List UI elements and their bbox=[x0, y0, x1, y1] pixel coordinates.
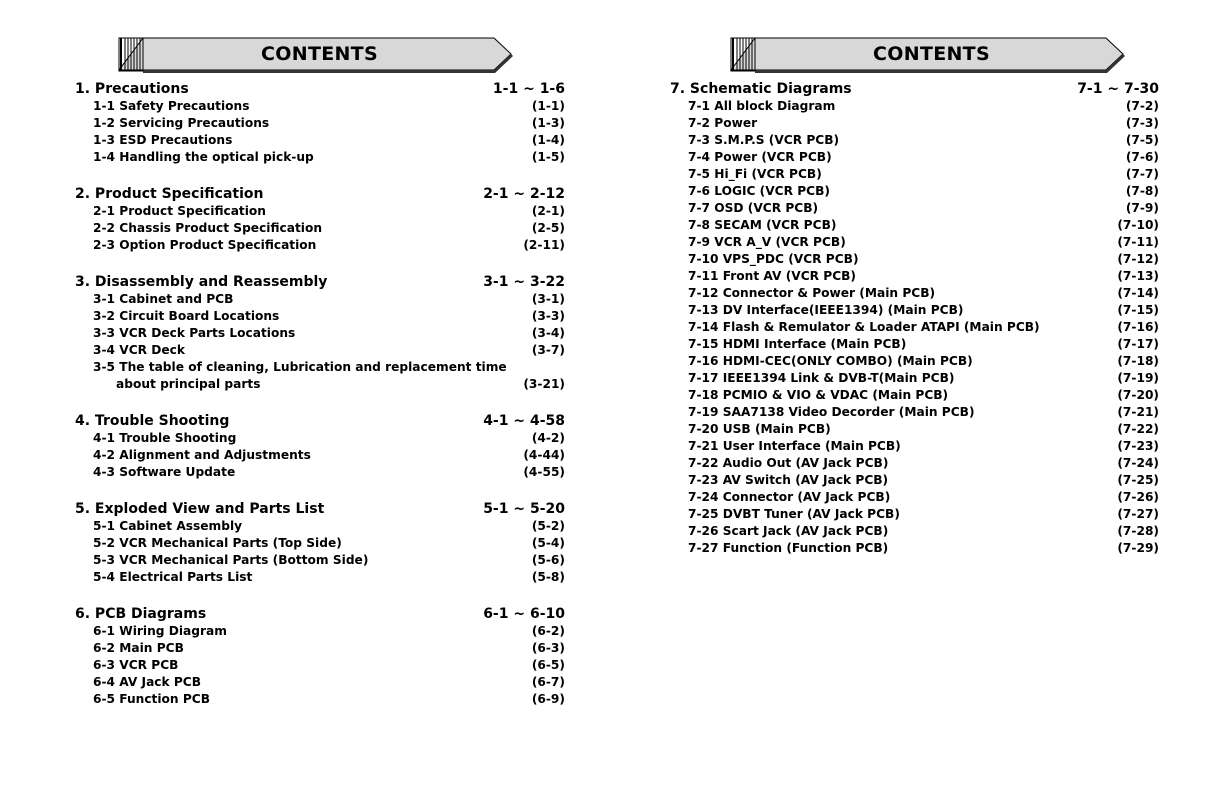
contents-banner bbox=[729, 36, 1126, 74]
entry-page: (7-18) bbox=[1117, 354, 1159, 368]
toc-entry bbox=[75, 447, 565, 464]
entry-page: (7-29) bbox=[1117, 541, 1159, 555]
entry-label: 7-26 Scart Jack (AV Jack PCB) bbox=[688, 524, 889, 538]
toc-entry bbox=[75, 691, 565, 708]
toc-entry bbox=[670, 455, 1159, 472]
toc-entry bbox=[670, 149, 1159, 166]
entry-page: (1-4) bbox=[531, 133, 565, 147]
entry-label: 7-6 LOGIC (VCR PCB) bbox=[688, 184, 830, 198]
toc-entry bbox=[670, 438, 1159, 455]
entry-label: 7-10 VPS_PDC (VCR PCB) bbox=[688, 252, 859, 266]
entry-label: 2-2 Chassis Product Specification bbox=[93, 221, 323, 235]
toc-entry bbox=[670, 285, 1159, 302]
entry-page: (6-9) bbox=[531, 692, 565, 706]
entry-page: (4-55) bbox=[523, 465, 565, 479]
entry-page: (7-7) bbox=[1125, 167, 1159, 181]
entry-page: (7-26) bbox=[1117, 490, 1159, 504]
section-title: 6. PCB Diagrams bbox=[75, 606, 207, 622]
toc-entry bbox=[670, 472, 1159, 489]
entry-label: 1-4 Handling the optical pick-up bbox=[93, 150, 314, 164]
entry-page: (6-5) bbox=[531, 658, 565, 672]
toc-entry bbox=[670, 319, 1159, 336]
toc-entry bbox=[670, 336, 1159, 353]
section-page-range: 5-1 ~ 5-20 bbox=[483, 501, 565, 517]
entry-label: 7-20 USB (Main PCB) bbox=[688, 422, 831, 436]
entry-page: (4-44) bbox=[523, 448, 565, 462]
toc-section bbox=[670, 80, 1159, 557]
entry-page: (7-23) bbox=[1117, 439, 1159, 453]
toc-entry bbox=[670, 251, 1159, 268]
entry-label: 3-5 The table of cleaning, Lubrication and replacement time bbox=[93, 360, 507, 374]
toc-entry bbox=[670, 183, 1159, 200]
entry-page: (5-8) bbox=[531, 570, 565, 584]
entry-label: 7-24 Connector (AV Jack PCB) bbox=[688, 490, 891, 504]
toc-entry bbox=[75, 518, 565, 535]
entry-page: (7-22) bbox=[1117, 422, 1159, 436]
entry-label: 3-3 VCR Deck Parts Locations bbox=[93, 326, 296, 340]
entry-page: (5-2) bbox=[531, 519, 565, 533]
entry-label: 7-1 All block Diagram bbox=[688, 99, 836, 113]
entry-label: 7-16 HDMI-CEC(ONLY COMBO) (Main PCB) bbox=[688, 354, 973, 368]
entry-label: 7-8 SECAM (VCR PCB) bbox=[688, 218, 837, 232]
toc-entry bbox=[670, 268, 1159, 285]
entry-page: (7-5) bbox=[1125, 133, 1159, 147]
toc-entry bbox=[75, 464, 565, 481]
entry-label: 6-4 AV Jack PCB bbox=[93, 675, 202, 689]
entry-page: (7-16) bbox=[1117, 320, 1159, 334]
entry-label: 6-3 VCR PCB bbox=[93, 658, 179, 672]
toc-entry bbox=[75, 657, 565, 674]
section-page-range: 3-1 ~ 3-22 bbox=[483, 274, 565, 290]
section-title: 5. Exploded View and Parts List bbox=[75, 501, 325, 517]
entry-label: 6-5 Function PCB bbox=[93, 692, 211, 706]
entry-page: (7-27) bbox=[1117, 507, 1159, 521]
entry-page: (5-4) bbox=[531, 536, 565, 550]
entry-page: (7-24) bbox=[1117, 456, 1159, 470]
entry-label: 7-4 Power (VCR PCB) bbox=[688, 150, 832, 164]
entry-page: (3-21) bbox=[523, 377, 565, 391]
entry-label: 3-4 VCR Deck bbox=[93, 343, 185, 357]
section-heading bbox=[75, 605, 565, 623]
entry-page: (7-11) bbox=[1117, 235, 1159, 249]
entry-label: 1-1 Safety Precautions bbox=[93, 99, 250, 113]
entry-label: 7-2 Power bbox=[688, 116, 758, 130]
entry-page: (7-14) bbox=[1117, 286, 1159, 300]
toc-entry bbox=[670, 98, 1159, 115]
toc-entry bbox=[75, 237, 565, 254]
entry-page: (3-1) bbox=[531, 292, 565, 306]
toc-entry bbox=[75, 535, 565, 552]
contents-banner bbox=[117, 36, 514, 74]
entry-label: 6-1 Wiring Diagram bbox=[93, 624, 227, 638]
entry-page: (2-11) bbox=[523, 238, 565, 252]
entry-page: (3-4) bbox=[531, 326, 565, 340]
entry-page: (7-21) bbox=[1117, 405, 1159, 419]
toc-entry bbox=[670, 387, 1159, 404]
toc-section bbox=[75, 80, 565, 166]
entry-label: 5-4 Electrical Parts List bbox=[93, 570, 253, 584]
section-heading bbox=[670, 80, 1159, 98]
toc-entry bbox=[75, 552, 565, 569]
entry-page: (3-3) bbox=[531, 309, 565, 323]
toc-entry bbox=[670, 353, 1159, 370]
entry-label: 7-25 DVBT Tuner (AV Jack PCB) bbox=[688, 507, 900, 521]
toc-entry bbox=[670, 489, 1159, 506]
toc-entry bbox=[75, 132, 565, 149]
entry-label: 1-2 Servicing Precautions bbox=[93, 116, 270, 130]
section-heading bbox=[75, 500, 565, 518]
entry-page: (7-6) bbox=[1125, 150, 1159, 164]
section-page-range: 2-1 ~ 2-12 bbox=[483, 186, 565, 202]
entry-page: (5-6) bbox=[531, 553, 565, 567]
entry-label: 2-3 Option Product Specification bbox=[93, 238, 317, 252]
table-of-contents-left bbox=[75, 80, 565, 727]
toc-entry bbox=[670, 217, 1159, 234]
entry-label: 7-7 OSD (VCR PCB) bbox=[688, 201, 819, 215]
entry-page: (7-28) bbox=[1117, 524, 1159, 538]
toc-entry bbox=[75, 149, 565, 166]
entry-page: (1-5) bbox=[531, 150, 565, 164]
entry-label: 1-3 ESD Precautions bbox=[93, 133, 233, 147]
entry-label: 7-13 DV Interface(IEEE1394) (Main PCB) bbox=[688, 303, 964, 317]
section-page-range: 6-1 ~ 6-10 bbox=[483, 606, 565, 622]
entry-page: (6-2) bbox=[531, 624, 565, 638]
contents-title: CONTENTS bbox=[873, 43, 990, 65]
toc-entry bbox=[75, 325, 565, 342]
entry-label: 5-2 VCR Mechanical Parts (Top Side) bbox=[93, 536, 342, 550]
section-page-range: 7-1 ~ 7-30 bbox=[1077, 81, 1159, 97]
entry-label: 7-27 Function (Function PCB) bbox=[688, 541, 889, 555]
toc-entry bbox=[670, 421, 1159, 438]
entry-page: (7-20) bbox=[1117, 388, 1159, 402]
entry-label: 7-15 HDMI Interface (Main PCB) bbox=[688, 337, 907, 351]
toc-entry bbox=[75, 674, 565, 691]
section-heading bbox=[75, 185, 565, 203]
toc-entry bbox=[75, 569, 565, 586]
entry-label: 3-1 Cabinet and PCB bbox=[93, 292, 234, 306]
entry-page: (7-17) bbox=[1117, 337, 1159, 351]
toc-section bbox=[75, 500, 565, 586]
toc-entry bbox=[75, 203, 565, 220]
entry-page: (1-3) bbox=[531, 116, 565, 130]
toc-entry bbox=[75, 359, 565, 393]
section-page-range: 1-1 ~ 1-6 bbox=[492, 81, 565, 97]
section-title: 3. Disassembly and Reassembly bbox=[75, 274, 328, 290]
table-of-contents-right bbox=[670, 80, 1159, 576]
entry-label: 7-3 S.M.P.S (VCR PCB) bbox=[688, 133, 840, 147]
entry-page: (7-8) bbox=[1125, 184, 1159, 198]
entry-label: 7-19 SAA7138 Video Decorder (Main PCB) bbox=[688, 405, 975, 419]
toc-entry bbox=[670, 506, 1159, 523]
entry-label-continued: about principal parts bbox=[116, 377, 261, 391]
entry-page: (3-7) bbox=[531, 343, 565, 357]
entry-label: 7-14 Flash & Remulator & Loader ATAPI (Main PCB) bbox=[688, 320, 1040, 334]
section-title: 7. Schematic Diagrams bbox=[670, 81, 852, 97]
toc-entry bbox=[75, 430, 565, 447]
section-heading bbox=[75, 273, 565, 291]
entry-page: (7-9) bbox=[1125, 201, 1159, 215]
toc-entry bbox=[75, 220, 565, 237]
entry-page: (4-2) bbox=[531, 431, 565, 445]
entry-label: 7-17 IEEE1394 Link & DVB-T(Main PCB) bbox=[688, 371, 955, 385]
entry-page: (1-1) bbox=[531, 99, 565, 113]
entry-page: (6-7) bbox=[531, 675, 565, 689]
right-page bbox=[612, 0, 1224, 792]
entry-label: 4-3 Software Update bbox=[93, 465, 236, 479]
entry-label: 5-1 Cabinet Assembly bbox=[93, 519, 243, 533]
entry-page: (7-13) bbox=[1117, 269, 1159, 283]
entry-label: 7-22 Audio Out (AV Jack PCB) bbox=[688, 456, 889, 470]
entry-page: (7-2) bbox=[1125, 99, 1159, 113]
toc-entry bbox=[670, 404, 1159, 421]
entry-label: 7-21 User Interface (Main PCB) bbox=[688, 439, 901, 453]
toc-entry bbox=[670, 302, 1159, 319]
entry-label: 7-5 Hi_Fi (VCR PCB) bbox=[688, 167, 822, 181]
toc-entry bbox=[670, 200, 1159, 217]
entry-label: 3-2 Circuit Board Locations bbox=[93, 309, 280, 323]
entry-label: 7-12 Connector & Power (Main PCB) bbox=[688, 286, 936, 300]
section-title: 4. Trouble Shooting bbox=[75, 413, 230, 429]
entry-label: 4-2 Alignment and Adjustments bbox=[93, 448, 311, 462]
entry-label: 7-9 VCR A_V (VCR PCB) bbox=[688, 235, 846, 249]
toc-entry bbox=[75, 342, 565, 359]
toc-section bbox=[75, 605, 565, 708]
entry-page: (7-19) bbox=[1117, 371, 1159, 385]
section-title: 2. Product Specification bbox=[75, 186, 264, 202]
toc-entry bbox=[670, 370, 1159, 387]
entry-page: (2-5) bbox=[531, 221, 565, 235]
entry-page: (6-3) bbox=[531, 641, 565, 655]
toc-entry bbox=[75, 640, 565, 657]
toc-entry bbox=[75, 291, 565, 308]
toc-entry bbox=[670, 540, 1159, 557]
toc-entry bbox=[670, 234, 1159, 251]
entry-page: (7-12) bbox=[1117, 252, 1159, 266]
section-page-range: 4-1 ~ 4-58 bbox=[483, 413, 565, 429]
contents-title: CONTENTS bbox=[261, 43, 378, 65]
toc-entry bbox=[75, 115, 565, 132]
entry-label: 7-23 AV Switch (AV Jack PCB) bbox=[688, 473, 889, 487]
entry-label: 6-2 Main PCB bbox=[93, 641, 184, 655]
entry-page: (2-1) bbox=[531, 204, 565, 218]
entry-page: (7-10) bbox=[1117, 218, 1159, 232]
entry-label: 4-1 Trouble Shooting bbox=[93, 431, 237, 445]
toc-entry bbox=[670, 166, 1159, 183]
entry-label: 7-18 PCMIO & VIO & VDAC (Main PCB) bbox=[688, 388, 949, 402]
entry-page: (7-15) bbox=[1117, 303, 1159, 317]
section-heading bbox=[75, 412, 565, 430]
section-title: 1. Precautions bbox=[75, 81, 189, 97]
toc-entry bbox=[75, 308, 565, 325]
toc-section bbox=[75, 273, 565, 393]
entry-label: 7-11 Front AV (VCR PCB) bbox=[688, 269, 857, 283]
entry-page: (7-3) bbox=[1125, 116, 1159, 130]
toc-section bbox=[75, 185, 565, 254]
toc-entry bbox=[75, 98, 565, 115]
entry-label: 2-1 Product Specification bbox=[93, 204, 266, 218]
entry-page: (7-25) bbox=[1117, 473, 1159, 487]
toc-entry bbox=[670, 115, 1159, 132]
entry-label: 5-3 VCR Mechanical Parts (Bottom Side) bbox=[93, 553, 369, 567]
toc-entry bbox=[670, 132, 1159, 149]
section-heading bbox=[75, 80, 565, 98]
toc-section bbox=[75, 412, 565, 481]
toc-entry bbox=[75, 623, 565, 640]
toc-entry bbox=[670, 523, 1159, 540]
